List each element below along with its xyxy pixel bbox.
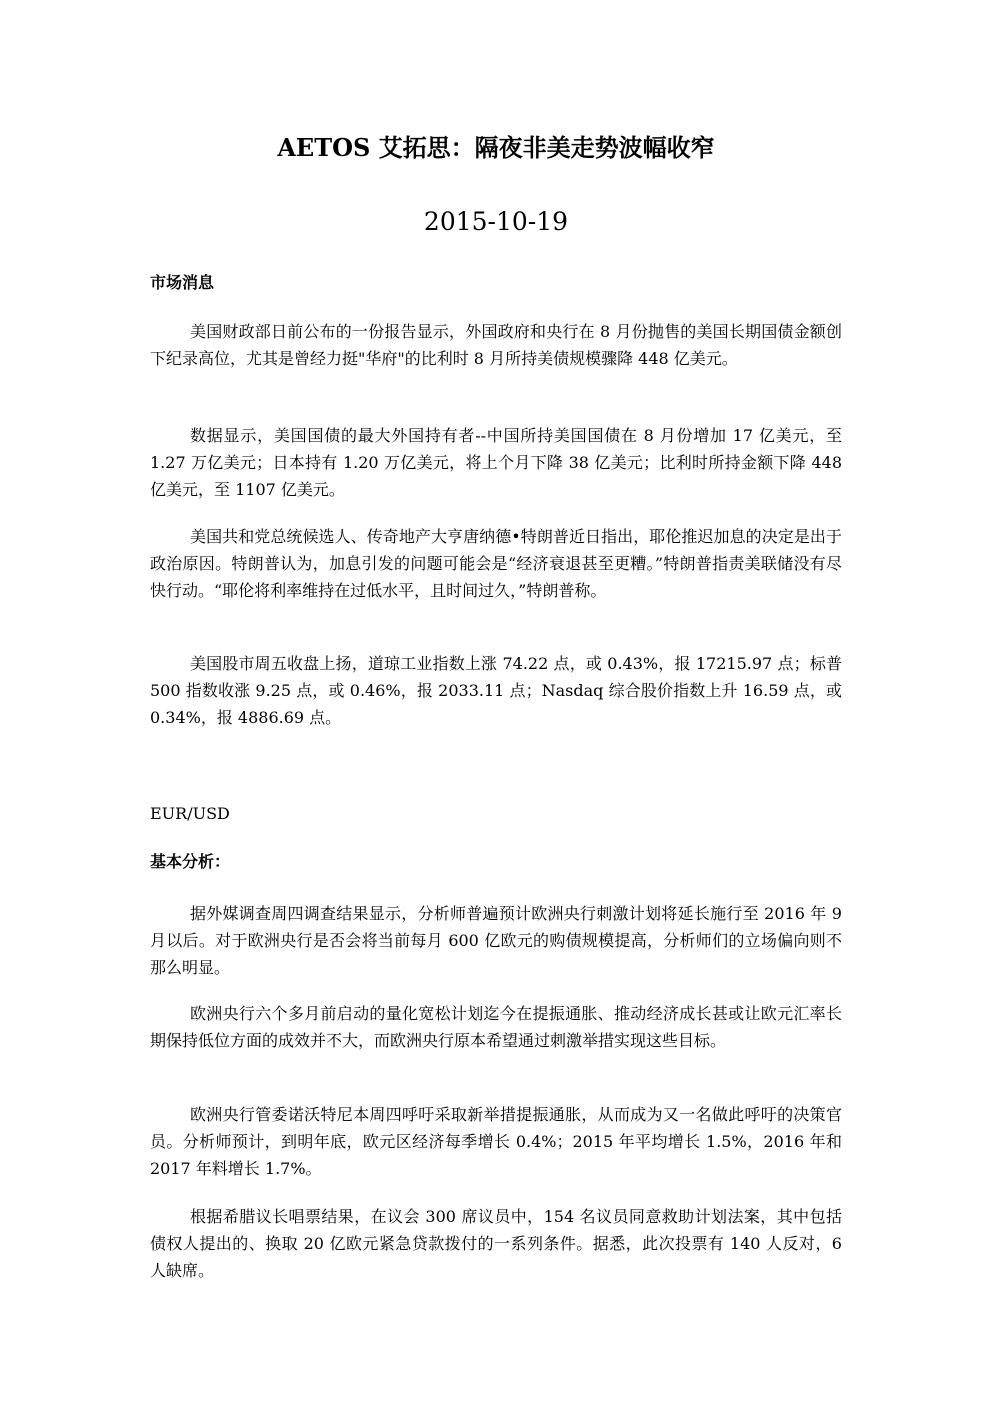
paragraph: 欧洲央行管委诺沃特尼本周四呼吁采取新举措提振通胀，从而成为又一名做此呼吁的决策官员。分析师预计，到明年底，欧元区经济每季增长 0.4%；2015 年平均增长 1.5%，2016 年和 2017 年料增长 1.7%。 — [150, 1105, 842, 1178]
paragraph: 美国财政部日前公布的一份报告显示，外国政府和央行在 8 月份抛售的美国长期国债金额创下纪录高位，尤其是曾经力挺"华府"的比利时 8 月所持美债规模骤降 448 亿美元。 — [150, 322, 842, 368]
subheading-fundamental-analysis: 基本分析： — [150, 852, 231, 871]
paragraph: 根据希腊议长唱票结果，在议会 300 席议员中，154 名议员同意救助计划法案，其中包括债权人提出的、换取 20 亿欧元紧急贷款拨付的一系列条件。据悉，此次投票有 140 人反对，6 人缺席。 — [150, 1207, 842, 1280]
paragraph: 美国共和党总统候选人、传奇地产大亨唐纳德•特朗普近日指出，耶伦推迟加息的决定是出于政治原因。特朗普认为，加息引发的问题可能会是“经济衰退甚至更糟。”特朗普指责美联储没有尽快行动。“耶伦将利率维持在过低水平，且时间过久，”特朗普称。 — [150, 527, 842, 600]
document-date: 2015-10-19 — [423, 207, 569, 236]
paragraph: 美国股市周五收盘上扬，道琼工业指数上涨 74.22 点，或 0.43%，报 17215.97 点；标普 500 指数收涨 9.25 点，或 0.46%，报 2033.11 点；Nasdaq 综合股价指数上升 16.59 点，或 0.34%，报 4886.69 点。 — [150, 654, 842, 727]
paragraph: 数据显示，美国国债的最大外国持有者--中国所持美国国债在 8 月份增加 17 亿美元，至 1.27 万亿美元；日本持有 1.20 万亿美元，将上个月下降 38 亿美元；比利时所持金额下降 448 亿美元，至 1107 亿美元。 — [150, 426, 842, 499]
document-title: AETOS 艾拓思：隔夜非美走势波幅收窄 — [277, 133, 715, 162]
paragraph: 据外媒调查周四调查结果显示，分析师普遍预计欧洲央行刺激计划将延长施行至 2016 年 9 月以后。对于欧洲央行是否会将当前每月 600 亿欧元的购债规模提高，分析师们的立场偏向则不那么明显。 — [150, 904, 842, 977]
section-heading-eurusd: EUR/USD — [150, 804, 230, 823]
paragraph: 欧洲央行六个多月前启动的量化宽松计划迄今在提振通胀、推动经济成长甚或让欧元汇率长期保持低位方面的成效并不大，而欧洲央行原本希望通过刺激举措实现这些目标。 — [150, 1004, 842, 1050]
section-heading-market-news: 市场消息 — [150, 273, 215, 292]
